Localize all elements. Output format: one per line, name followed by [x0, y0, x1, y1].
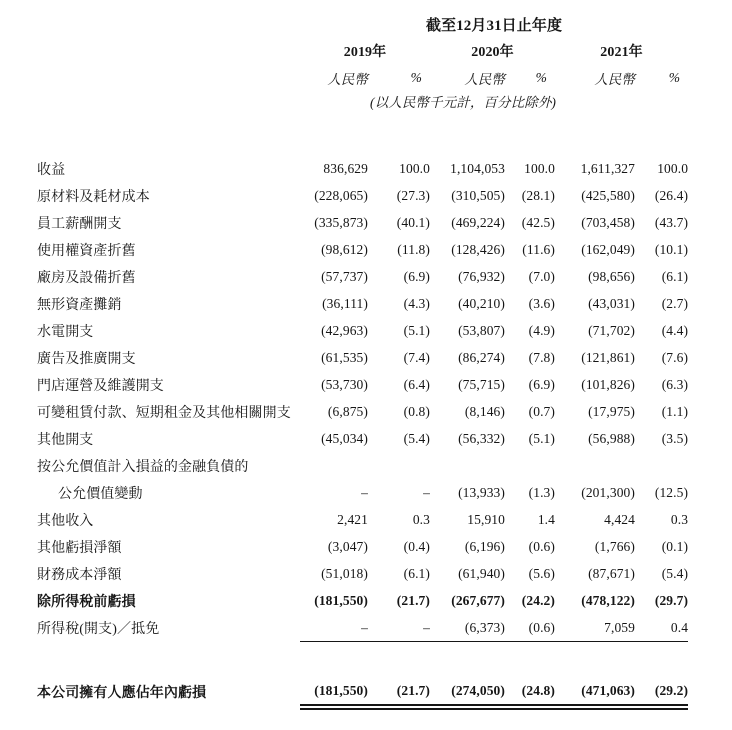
- pct-2021: 100.0: [657, 160, 689, 176]
- table-row-fair-value-change: [37, 479, 688, 506]
- rmb-2021: (1,766): [594, 538, 635, 554]
- unit-note: (以人民幣千元計，百分比除外): [370, 95, 557, 110]
- table-row-revenue: [37, 155, 688, 182]
- rmb-2021: (162,049): [581, 241, 635, 257]
- pct-2019: (21.7): [368, 677, 430, 707]
- rmb-2021: 4,424: [604, 511, 635, 527]
- header-spacer: [37, 64, 300, 91]
- pct-2019: (5.4): [403, 430, 430, 446]
- pct-2019: (11.8): [397, 241, 430, 257]
- rmb-2020: (13,933): [458, 484, 505, 500]
- rmb-2019: 836,629: [323, 160, 368, 176]
- spacer-row: [37, 119, 688, 155]
- pct-2020: [505, 452, 555, 479]
- row-label: 水電開支: [37, 324, 94, 340]
- pct-2021: (2.7): [661, 295, 689, 311]
- table-row-rou-depreciation: [37, 236, 688, 263]
- pct-2019: (27.3): [396, 187, 430, 203]
- pct-2021: (7.6): [661, 349, 689, 365]
- rmb-2019: (57,737): [321, 268, 368, 284]
- table-row-loss-for-year: [37, 677, 688, 707]
- rmb-2021: (87,671): [588, 565, 635, 581]
- row-label: 本公司擁有人應佔年內虧損: [37, 686, 207, 701]
- table-row-other-income: [37, 506, 688, 533]
- rmb-2020: (128,426): [451, 241, 505, 257]
- row-label: 公允價值變動: [58, 486, 143, 502]
- table-row-other-losses-net: [37, 533, 688, 560]
- pct-2019: (21.7): [396, 592, 430, 608]
- rmb-2020: (310,505): [451, 187, 505, 203]
- rmb-2019: (42,963): [321, 322, 368, 338]
- pct-2020: 1.4: [537, 511, 555, 527]
- rmb-2020: (6,373): [430, 614, 505, 642]
- rmb-2021: [555, 452, 635, 479]
- row-label: 收益: [37, 162, 66, 178]
- pct-2020: (28.1): [521, 187, 555, 203]
- row-label: 可變租賃付款、短期租金及其他相關開支: [37, 405, 291, 421]
- rmb-2019: 2,421: [337, 511, 368, 527]
- pct-2021: (43.7): [654, 214, 689, 230]
- pct-2020: (11.6): [522, 241, 555, 257]
- pct-2021: (26.4): [654, 187, 689, 203]
- table-row-ppe-depreciation: [37, 263, 688, 290]
- pct-2019: [368, 452, 430, 479]
- pct-2019: 0.3: [412, 511, 430, 527]
- year-2020-header: 2020年: [471, 45, 514, 60]
- rmb-2019: –: [361, 484, 368, 500]
- pct-2019: (0.8): [403, 403, 430, 419]
- pct-2019: (6.9): [403, 268, 430, 284]
- year-header-row: [37, 38, 688, 64]
- rmb-2019: [300, 452, 368, 479]
- year-2021-header: 2021年: [600, 45, 643, 60]
- row-label: 所得稅(開支)／抵免: [37, 621, 160, 637]
- row-label: 廠房及設備折舊: [37, 270, 136, 286]
- pct-2019: (6.4): [403, 376, 430, 392]
- column-header-row: [37, 64, 688, 91]
- rmb-2019: (3,047): [327, 538, 368, 554]
- rmb-2019: (45,034): [321, 430, 368, 446]
- header-spacer: [37, 38, 300, 64]
- pct-2019: (5.1): [403, 322, 430, 338]
- table-row-raw-materials: [37, 182, 688, 209]
- row-label: 員工薪酬開支: [37, 216, 122, 232]
- pct-2020: (7.8): [528, 349, 555, 365]
- pct-2019: (0.4): [403, 538, 430, 554]
- table-row-fvtpl-caption: [37, 452, 688, 479]
- period-title: 截至12月31日止年度: [425, 18, 563, 34]
- pct-2020: (0.6): [505, 614, 555, 642]
- rmb-2020: (274,050): [430, 677, 505, 707]
- rmb-2020: (6,196): [464, 538, 505, 554]
- spacer-cell: [37, 642, 688, 678]
- pct-2021: (3.5): [661, 430, 689, 446]
- rmb-2021-header: 人民幣: [594, 71, 635, 87]
- row-label: 無形資產攤銷: [37, 297, 122, 313]
- rmb-2021: (703,458): [581, 214, 635, 230]
- pct-2020: (4.9): [528, 322, 555, 338]
- pct-2020: (5.1): [528, 430, 555, 446]
- pct-2021: 0.4: [635, 614, 688, 642]
- pct-2020: (6.9): [528, 376, 555, 392]
- row-label: 其他虧損淨額: [37, 540, 122, 556]
- header-spacer: [37, 91, 300, 119]
- row-label: 除所得稅前虧損: [37, 594, 136, 610]
- pct-2021: (5.4): [661, 565, 689, 581]
- row-label: 使用權資產折舊: [37, 243, 136, 259]
- table-row-variable-lease: [37, 398, 688, 425]
- pct-2021: (29.2): [635, 677, 688, 707]
- table-row-store-operation: [37, 371, 688, 398]
- table-row-utilities: [37, 317, 688, 344]
- rmb-2019: (98,612): [321, 241, 368, 257]
- rmb-2019: (228,065): [314, 187, 368, 203]
- row-label: 原材料及耗材成本: [37, 189, 150, 205]
- pct-2020: 100.0: [524, 160, 555, 176]
- rmb-2020: 15,910: [467, 511, 505, 527]
- row-label: 門店運營及維護開支: [37, 378, 164, 394]
- rmb-2020-header: 人民幣: [464, 71, 505, 87]
- pct-2020-header: %: [535, 69, 547, 85]
- row-label: 財務成本淨額: [37, 567, 122, 583]
- rmb-2019: (181,550): [314, 592, 368, 608]
- rmb-2021: (71,702): [588, 322, 635, 338]
- rmb-2019: (36,111): [322, 295, 368, 311]
- rmb-2019: (181,550): [300, 677, 368, 707]
- table-row-intangible-amortisation: [37, 290, 688, 317]
- pct-2021: [635, 452, 688, 479]
- rmb-2019: (61,535): [321, 349, 368, 365]
- table-row-loss-before-tax: [37, 587, 688, 614]
- pct-2021-header: %: [668, 69, 681, 85]
- pct-2021: (10.1): [654, 241, 689, 257]
- rmb-2021: (201,300): [581, 484, 635, 500]
- pct-2021: (12.5): [654, 484, 689, 500]
- rmb-2021: (471,063): [555, 677, 635, 707]
- pct-2020: (42.5): [521, 214, 555, 230]
- row-label: 廣告及推廣開支: [37, 351, 136, 367]
- rmb-2019: (6,875): [327, 403, 368, 419]
- rmb-2021: (478,122): [581, 592, 635, 608]
- row-label: 其他開支: [37, 432, 94, 448]
- pct-2021: (6.1): [661, 268, 689, 284]
- rmb-2021: (56,988): [588, 430, 635, 446]
- rmb-2019-header: 人民幣: [327, 71, 368, 87]
- pct-2020: (7.0): [528, 268, 555, 284]
- table-row-advertising: [37, 344, 688, 371]
- pct-2019: –: [423, 484, 430, 500]
- rmb-2020: (8,146): [464, 403, 505, 419]
- pct-2020: (24.2): [521, 592, 555, 608]
- header-spacer: [37, 14, 300, 38]
- pct-2020: (5.6): [528, 565, 555, 581]
- unit-note-row: [37, 91, 688, 119]
- rmb-2021: 1,611,327: [580, 160, 635, 176]
- rmb-2020: (267,677): [451, 592, 505, 608]
- row-label: 按公允價值計入損益的金融負債的: [37, 459, 249, 475]
- pct-2019: (40.1): [396, 214, 430, 230]
- spacer-cell: [37, 119, 688, 155]
- pct-2021: (1.1): [661, 403, 689, 419]
- year-2019-header: 2019年: [343, 45, 387, 60]
- row-label: 其他收入: [37, 513, 94, 529]
- rmb-2020: 1,104,053: [450, 160, 505, 176]
- rmb-2020: (76,932): [458, 268, 505, 284]
- rmb-2021: (43,031): [588, 295, 635, 311]
- rmb-2020: (75,715): [458, 376, 505, 392]
- table-header-row: [37, 14, 688, 38]
- pct-2019: (4.3): [403, 295, 430, 311]
- table-row-finance-costs-net: [37, 560, 688, 587]
- rmb-2020: (61,940): [458, 565, 505, 581]
- pct-2020: (3.6): [528, 295, 555, 311]
- pct-2020: (0.6): [528, 538, 555, 554]
- pct-2020: (0.7): [528, 403, 555, 419]
- rmb-2020: (53,807): [458, 322, 505, 338]
- pct-2020: (24.8): [505, 677, 555, 707]
- unit-note-cell: [300, 91, 688, 119]
- rmb-2021: (425,580): [581, 187, 635, 203]
- rmb-2021: (121,861): [581, 349, 635, 365]
- rmb-2020: (56,332): [458, 430, 505, 446]
- table-row-staff-costs: [37, 209, 688, 236]
- rmb-2020: (469,224): [451, 214, 505, 230]
- spacer-row: [37, 642, 688, 678]
- rmb-2019: –: [300, 614, 368, 642]
- rmb-2019: (335,873): [314, 214, 368, 230]
- pct-2021: (0.1): [661, 538, 689, 554]
- rmb-2021: (101,826): [581, 376, 635, 392]
- table-row-other-expenses: [37, 425, 688, 452]
- pct-2021: (6.3): [661, 376, 689, 392]
- pct-2019: 100.0: [399, 160, 430, 176]
- pct-2020: (1.3): [528, 484, 555, 500]
- rmb-2020: (86,274): [458, 349, 505, 365]
- table-row-income-tax: [37, 614, 688, 642]
- pct-2021: (29.7): [654, 592, 689, 608]
- rmb-2021: (17,975): [588, 403, 635, 419]
- rmb-2020: [430, 452, 505, 479]
- income-statement-table: [37, 14, 688, 710]
- rmb-2021: 7,059: [555, 614, 635, 642]
- pct-2019: (6.1): [403, 565, 430, 581]
- pct-2021: 0.3: [670, 511, 689, 527]
- pct-2019-header: %: [410, 69, 422, 85]
- pct-2021: (4.4): [661, 322, 689, 338]
- rmb-2019: (51,018): [321, 565, 368, 581]
- rmb-2021: (98,656): [588, 268, 635, 284]
- pct-2019: –: [368, 614, 430, 642]
- pct-2019: (7.4): [403, 349, 430, 365]
- rmb-2020: (40,210): [458, 295, 505, 311]
- rmb-2019: (53,730): [321, 376, 368, 392]
